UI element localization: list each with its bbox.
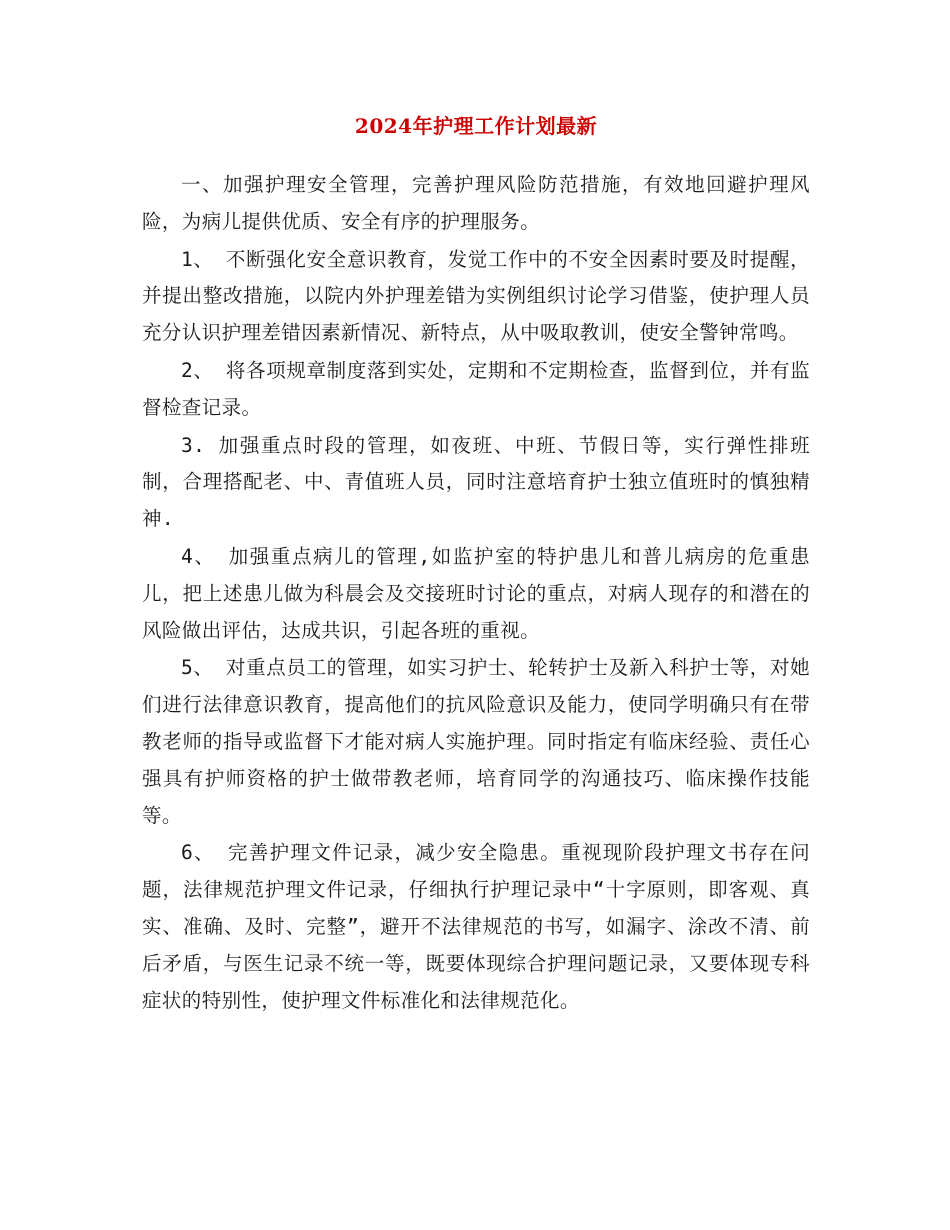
document-title: 2024年护理工作计划最新 [354, 114, 598, 138]
paragraph-section-one: 一、加强护理安全管理，完善护理风险防范措施，有效地回避护理风险，为病儿提供优质、安全有序的护理服务。 [142, 173, 810, 233]
paragraph-item-3: 3. 加强重点时段的管理，如夜班、中班、节假日等，实行弹性排班制，合理搭配老、中、青值班人员，同时注意培育护士独立值班时的慎独精神. [142, 433, 810, 531]
paragraph-item-5: 5、 对重点员工的管理，如实习护士、轮转护士及新入科护士等，对她们进行法律意识教育，提高他们的抗风险意识及能力，使同学明确只有在带教老师的指导或监督下才能对病人实施护理。同时指定有临床经验、责任心强具有护师资格的护士做带教老师，培育同学的沟通技巧、临床操作技能等。 [142, 656, 810, 827]
paragraph-item-6: 6、 完善护理文件记录，减少安全隐患。重视现阶段护理文书存在问题，法律规范护理文件记录，仔细执行护理记录中“十字原则，即客观、真实、准确、及时、完整”，避开不法律规范的书写，如漏字、涂改不清、前后矛盾，与医生记录不统一等，既要体现综合护理问题记录，又要体现专科症状的特别性，使护理文件标准化和法律规范化。 [142, 841, 810, 1012]
paragraph-item-1: 1、 不断强化安全意识教育，发觉工作中的不安全因素时要及时提醒，并提出整改措施，以院内外护理差错为实例组织讨论学习借鉴，使护理人员充分认识护理差错因素新情况、新特点，从中吸取教训，使安全警钟常鸣。 [142, 247, 810, 345]
paragraph-item-4: 4、 加强重点病儿的管理,如监护室的特护患儿和普儿病房的危重患儿，把上述患儿做为科晨会及交接班时讨论的重点，对病人现存的和潜在的风险做出评估，达成共识，引起各班的重视。 [142, 544, 810, 642]
paragraph-item-2: 2、 将各项规章制度落到实处，定期和不定期检查，监督到位，并有监督检查记录。 [142, 358, 810, 419]
